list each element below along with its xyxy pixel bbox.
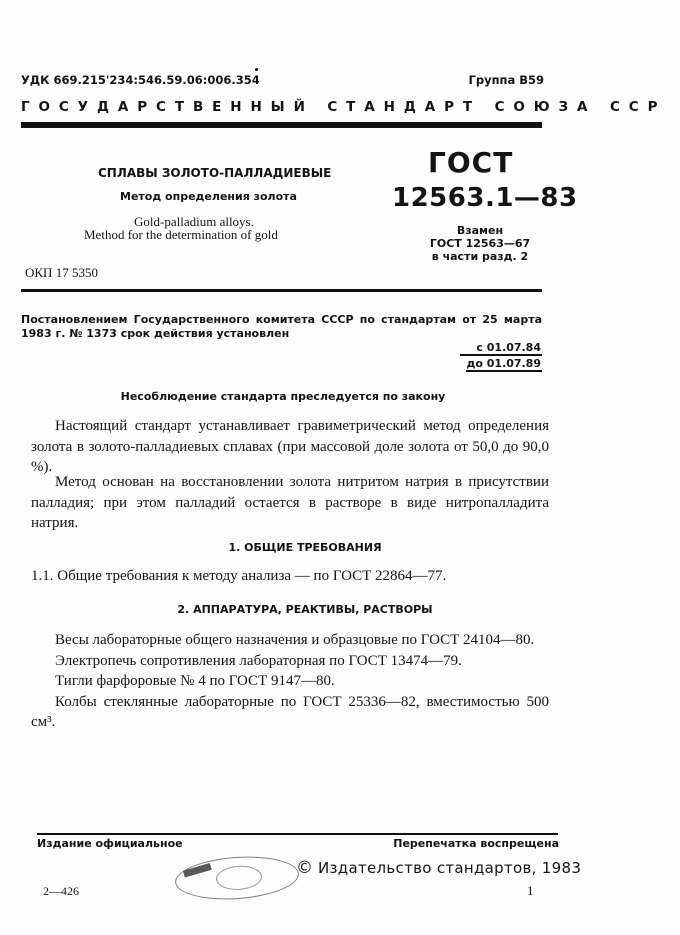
apparatus-item: Тигли фарфоровые № 4 по ГОСТ 9147—80. xyxy=(55,673,335,689)
clause-1-1: 1.1. Общие требования к методу анализа — по ГОСТ 22864—77. xyxy=(31,568,447,584)
method-text: Метод основан на восстановлении золота нитритом натрия в присутствии палладия; при этом палладий остается в растворе в виде нитропалладита натрия. xyxy=(31,474,549,531)
apparatus-item: Электропечь сопротивления лабораторная по ГОСТ 13474—79. xyxy=(55,652,462,669)
replaces-part: в части разд. 2 xyxy=(431,250,529,263)
gost-number: 12563.1—83 xyxy=(392,183,578,213)
section2-heading: 2. АППАРАТУРА, РЕАКТИВЫ, РАСТВОРЫ xyxy=(177,603,433,616)
replaces-label: Взамен xyxy=(456,224,504,237)
method-paragraph xyxy=(31,472,549,534)
stamp-inner-ring xyxy=(215,864,263,891)
apparatus-item: Весы лабораторные общего назначения и образцовые по ГОСТ 24104—80. xyxy=(55,632,535,648)
title-rule xyxy=(21,289,542,292)
valid-to-date: до 01.07.89 xyxy=(466,357,541,370)
publisher-line: Издательство стандартов, 1983 xyxy=(318,859,582,877)
page-number: 1 xyxy=(527,883,534,898)
no-reprint-label: Перепечатка воспрещена xyxy=(393,837,559,850)
intro-paragraph xyxy=(31,416,549,478)
apparatus-list xyxy=(31,630,549,733)
decree-text: Постановлением Государственного комитета СССР по стандартам от 25 марта 1983 г. № 1373 срок действия установлен xyxy=(21,313,542,340)
print-code: 2—426 xyxy=(43,884,79,898)
print-speck xyxy=(255,68,258,71)
valid-from-date: с 01.07.84 xyxy=(476,341,541,354)
title-english-line2: Method for the determination of gold xyxy=(84,227,278,242)
apparatus-item: Колбы стеклянные лабораторные по ГОСТ 25336—82, вместимостью 500 см³. xyxy=(31,693,549,730)
state-standard-banner: ГОСУДАРСТВЕННЫЙ СТАНДАРТ СОЮЗА ССР xyxy=(21,99,667,115)
law-notice: Несоблюдение стандарта преследуется по закону xyxy=(120,390,446,403)
title-russian: СПЛАВЫ ЗОЛОТО-ПАЛЛАДИЕВЫЕ xyxy=(98,166,332,180)
header-rule xyxy=(21,122,542,128)
group-code: Группа В59 xyxy=(468,73,544,87)
subtitle-russian: Метод определения золота xyxy=(120,190,297,203)
copyright-icon: © xyxy=(296,858,313,878)
okp-code: ОКП 17 5350 xyxy=(25,265,98,280)
intro-text: Настоящий стандарт устанавливает гравиметрический метод определения золота в золото-палладиевых сплавах (при массовой доле золота от 50,0 до 90,0 %). xyxy=(31,418,549,475)
replaces-gost: ГОСТ 12563—67 xyxy=(429,237,531,250)
gost-label: ГОСТ xyxy=(428,146,514,179)
section1-heading: 1. ОБЩИЕ ТРЕБОВАНИЯ xyxy=(228,541,382,554)
library-stamp-icon xyxy=(174,853,301,904)
valid-to-underline xyxy=(466,370,542,372)
valid-from-underline xyxy=(460,354,542,356)
stamp-bar xyxy=(183,863,212,877)
footer-rule xyxy=(37,833,558,835)
title-english-line1: Gold-palladium alloys. xyxy=(134,214,254,229)
official-edition-label: Издание официальное xyxy=(37,837,183,850)
udk-code: УДК 669.215'234:546.59.06:006.354 xyxy=(21,73,260,87)
